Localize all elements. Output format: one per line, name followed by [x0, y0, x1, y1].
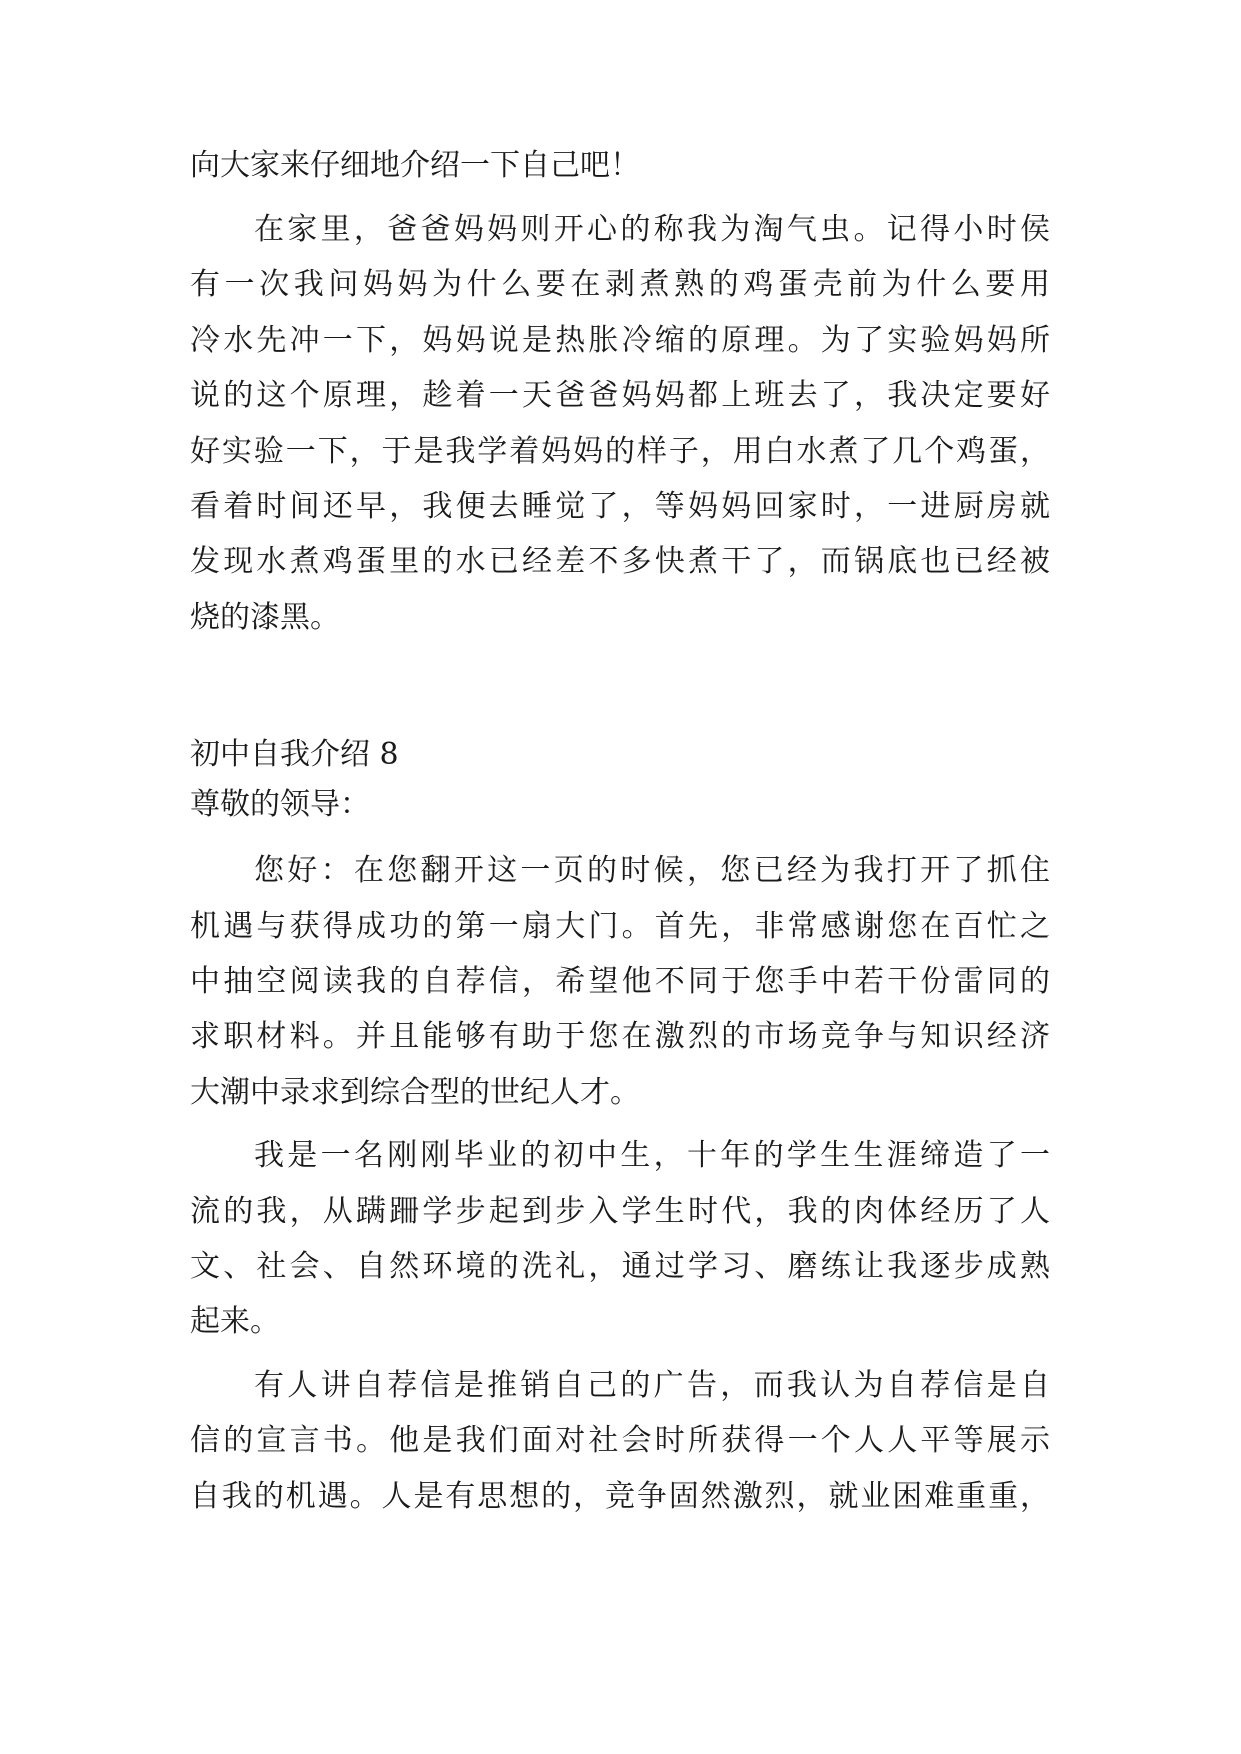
paragraph-line: 烧的漆黑。: [190, 600, 340, 635]
section-title: 初中自我介绍 8: [190, 737, 399, 772]
paragraph-line: 有一次我问妈妈为什么要在剥煮熟的鸡蛋壳前为什么要用: [190, 267, 1050, 302]
paragraph-line: 有人讲自荐信是推销自己的广告，而我认为自荐信是自: [254, 1368, 1050, 1403]
paragraph-line: 在家里，爸爸妈妈则开心的称我为淘气虫。记得小时侯: [254, 212, 1050, 247]
paragraph-line: 向大家来仔细地介绍一下自己吧！: [190, 148, 640, 183]
paragraph-line: 看着时间还早，我便去睡觉了，等妈妈回家时，一进厨房就: [190, 489, 1050, 524]
paragraph-line: 说的这个原理，趁着一天爸爸妈妈都上班去了，我决定要好: [190, 378, 1050, 413]
paragraph-line: 信的宣言书。他是我们面对社会时所获得一个人人平等展示: [190, 1423, 1050, 1458]
paragraph-line: 中抽空阅读我的自荐信，希望他不同于您手中若干份雷同的: [190, 964, 1050, 999]
paragraph-line: 文、社会、自然环境的洗礼，通过学习、磨练让我逐步成熟: [190, 1249, 1050, 1284]
paragraph-line: 求职材料。并且能够有助于您在激烈的市场竞争与知识经济: [190, 1019, 1050, 1054]
paragraph-line: 您好：在您翻开这一页的时候，您已经为我打开了抓住: [254, 853, 1050, 888]
salutation: 尊敬的领导：: [190, 787, 370, 822]
paragraph-line: 大潮中录求到综合型的世纪人才。: [190, 1075, 640, 1110]
paragraph-line: 起来。: [190, 1304, 280, 1339]
paragraph-line: 我是一名刚刚毕业的初中生，十年的学生生涯缔造了一: [254, 1138, 1050, 1173]
paragraph-line: 冷水先冲一下，妈妈说是热胀冷缩的原理。为了实验妈妈所: [190, 323, 1050, 358]
paragraph-line: 流的我，从蹒跚学步起到步入学生时代，我的肉体经历了人: [190, 1194, 1050, 1229]
paragraph-line: 机遇与获得成功的第一扇大门。首先，非常感谢您在百忙之: [190, 909, 1050, 944]
paragraph-line: 好实验一下，于是我学着妈妈的样子，用白水煮了几个鸡蛋，: [190, 434, 1050, 469]
paragraph-line: 自我的机遇。人是有思想的，竞争固然激烈，就业困难重重，: [190, 1479, 1050, 1514]
paragraph-line: 发现水煮鸡蛋里的水已经差不多快煮干了，而锅底也已经被: [190, 544, 1050, 579]
